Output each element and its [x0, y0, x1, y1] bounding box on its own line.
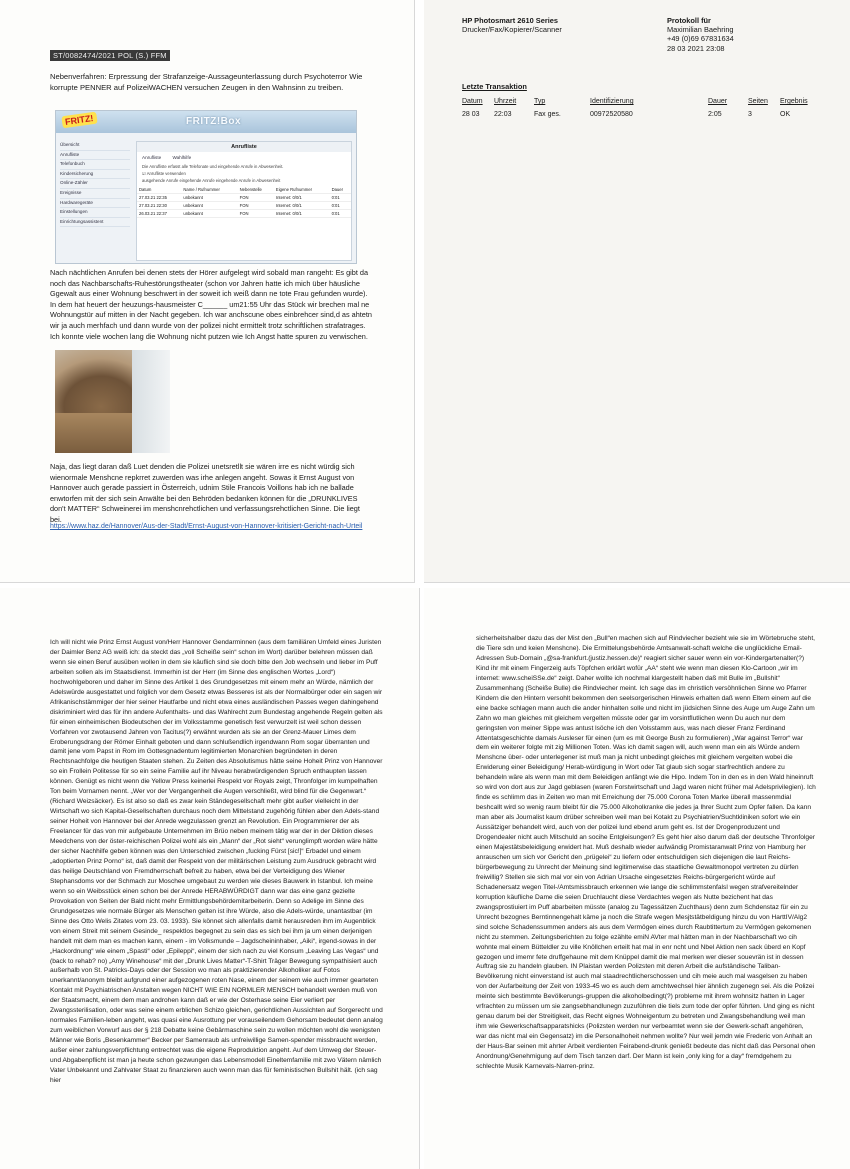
sidebar-item[interactable]: Anrufliste	[60, 151, 130, 161]
cell: 2:05	[708, 111, 722, 118]
fritzbox-panel	[136, 141, 352, 261]
cell: FON	[238, 210, 274, 218]
case-id-label: ST/0082474/2021 POL (S.) FFM	[50, 50, 170, 61]
protocol-date: 28 03 2021 23:08	[667, 43, 725, 53]
cell: 27.03.21 22:30	[137, 202, 181, 210]
body-text-right: sicherheitshalber dazu das der Mist den „Bull“en machen sich auf Rindviecher bezieht wie sie im Wörtebruche steht, die Tiere sdn und keien Menshcne). Die Ermittelungsbehörde Amtsanwalt-schaft welche die unglückliche Email-Adressen Sub-Domain „@sa-frankfurt.(justiz.hessen.de)“ reagiert sicher sauer wenn ein vor-Kindergartenalter(?) Kind ihr mit einem Fingerzeig aufs Töpfchen erklärt wofür „AA“ steht wie wenn man diesen Klo-Cartoon „wir im internet: www.scheiSSe.de“ zeigt. Daher wollte ich nochmal klargestellt haben daß mit Bulle im „Bullshit“ Zusammenhang (Scheiße Bulle) die Rindviecher meint. Ich sage das im christlich versöhnlichen Sinne wo Pfarrer Kindern die den Hintern versohlt bekommen den seelsorgerischen Hinweis erhalten daß wenn Eltern einem auf die eine backe schlagen mann auch die ander hinhalten solle und nicht im jüdsichen Sinne des Auge um Auge Zahn um Zahn wo man gleiches mit gleichem vergelten müsste oder gar im vorsintflutlichen wenn Du auch nur dem geringsten von meiner Sippe was antust lsöche ich den Volsstamm aus, was nach dieser Franz Ferdinand Attentatsgeschichte damals Ausleser für einen (um es mit George Bush zu formulieren) „War against Terror“ war dem ein weiterer folgte mit zig Millionen Toten. Was ich damit sagen will, auch wenn man ein als Würde andern Menshcne über- oder unterlegener ist muß man ja nicht unbedingt gleiches mit gleichem vergelten wobei die Erwiderung einer Beleidigung/ Herab-würdigung in Wort oder Tat glaub sich sogar starfrechtlich andere zu behandeln wäre als wenn man mit dem Beleidigen anfängt wie die Hipo. Indem Ton in den es in den Wald hineinruft so wird von dort aus zur Jagd geblasen (waren Forstwirtschaft und Jagd waren nicht früher mal Adelsprivilegien). Ich finde es schlimm das in Zeiten wo man mit Erreichung der 75.000 Corona Toten Marke überall massenmdial beshcallt wird so wenig raum bleibt für die 75.000 Alkoholkranke die jedes ja Ihrer Sucht zum Opfer fallen. Da kann man aber als Journalist kaum drüber schreiben weil man bei Kotakt zu Psychiatrien/Suchtkliniken sofort wie ein Aussätziger behandelt wird, auch von der polizei lund ebend arum geht es. Ist der Drogenproduzent und Drogendealer nicht auch Mitschuld an socihe Entgleisungen? Es geht hier also darum daß der deutsche Thronfolger einen Majestätsbeleidigung erwidert hat. Muß deshalb wieder aufwändig Promistaranwalt Prinz von Hamburg her anrauschen um sich vor Gericht den „prügelei“ zu liefern oder entschuldigen sich diejenigen die laut Reichs-bürgerbewegung zu Unrecht der Meinung sind legitimerwise das staatliche Gewaltmonopol vertreten zu dürfen freiwillig? Stellen sie sich mal vor ein von Adrian Ursache eingesetztes Reichs-bürgergericht würde auf Schadenersatz wegen Titel-/Amtsmissbrauch erkennen wie lange die schlimmstenfalsl wegen strafvereitelnder korruption käufliche Dame die seien Druchlaucht diese Verdachtes wegen als Nutte bezichent hat das zwangsprostiuiert im Puff abarbeiten müsste (analog zu Tagessätzen Zuchthaus) denn zum Schdenstaz für ein zu Unrecht bezognes Berntinnengehalt käme ja noch die Strafe wegen Mesjtstätbeldigung hinzu du von HarttIV/Alg2 sind solche Schadenssummen anders als aus dem Vermögen eines durch Raubtittertum zu Vermögen gekomenen nicht zu stemmen. Zeitungsberichten zu folge ezählte emiN AVter mal hätten man in der Nachbarschaft wo cih wohnte mal einem Bütteldler zu ville Knöllchen erteilt hat mal in enr ncht und Nbel Aktion nen sack überd en Kopf gezogen und imemr fete druffgehaune mit dem Knüppel damit die mal merken wer dieser souevrän ist in dessen Auftrag sie zu handeln glauben. IN Plaistan werden Polizsten mit deren Arbeit die aufständische Taliban-Bevölkerung nicht einverstand ist auch mal staadrechtlicherschossen und cih meie auch mal wasgelsen zu haben von der Aufarbeitung der Zeit von 1933-45 wo es auch dem amchtwechsel hier ähnlich zugenegn sei. Als die Polizei meinte sich bestimmte Bevölkerungs-gruppen die alkoholbedingt(?) probleme mit ihrem wohnsitz hatten in Lager vrfrachten zu müssen um sie zangsebhandlunegn zuzuführen die tiels zum tode der opfer führten. Und ging es nicht genau darum bei der Streitigkeit, das Recht eignes Wohneigentum zu betreten und Zwangsbehandlung weil man ihm wie Gewerkschaftsapparatshicks (Polizsten werden nur verbeamtet wenn sie der Gewerk-schaft angehören, war das nicht mal ein Gegensatz) im die Personalhoheit nehmen wollte? Nur weil jemdn wie Frederic von Anhalt an der Haus-Bar seinen mit ahrter Arbeit verdienten Feirabend-drunk genießt bedeute das nicht daß das Personal ohen Anordnung/Genehmigung auf dem Tisch tanzen darf. Der Mann ist kein „only king for a day“ fremdgehem zu schlechte Musik Karnevals-Narren-prinz.	[476, 635, 816, 1070]
col-header: Datum	[137, 186, 181, 194]
protocol-block	[667, 16, 734, 53]
device-title: HP Photosmart 2610 Series	[462, 16, 558, 25]
protocol-name: Maximilian Baehring	[667, 25, 734, 35]
photo-wall	[132, 350, 170, 453]
cell: OK	[780, 111, 791, 118]
table-row	[137, 210, 351, 218]
fritzbox-header	[56, 111, 356, 133]
cell: 0:01	[330, 210, 351, 218]
cell: unbekannt	[181, 210, 237, 218]
article-link[interactable]: https://www.haz.de/Hannover/Aus-der-Stadt/Ernst-August-von-Hannover-kritisiert-Gericht-nach-Urteil	[50, 523, 363, 530]
cell: 28 03	[462, 111, 480, 118]
call-legend: ausgehende Anrufe eingehende Anrufe eingehende Anrufe in Abwesenheit	[142, 178, 281, 183]
cell: 26.03.21 22:37	[137, 210, 181, 218]
tab-wahlhilfe[interactable]: Wahlhilfe	[172, 155, 192, 160]
device-subtitle: Drucker/Fax/Kopierer/Scanner	[462, 25, 562, 35]
checkbox-label: Anrufliste verwenden	[146, 171, 186, 176]
cell: Internet: 0/0/1	[274, 202, 330, 210]
intro-text: Nebenverfahren: Erpressung der Strafanzeige-Aussageunterlassung durch Psychoterror Wie korrupte PENNER auf PolizeiWACHEN versuchen Zeugen in den Wahnsinn zu treiben.	[50, 72, 363, 92]
door-photo	[55, 350, 170, 453]
col-header: Uhrzeit	[494, 98, 517, 105]
sidebar-item[interactable]: Einrichtungsassistent	[60, 218, 130, 228]
transaction-table	[462, 98, 842, 118]
protocol-title: Protokoll für	[667, 16, 711, 25]
fritzbox-screenshot	[55, 110, 357, 264]
sidebar-item[interactable]: Einstellungen	[60, 208, 130, 218]
sidebar-item[interactable]: Online-Zähler	[60, 179, 130, 189]
tab-anrufliste[interactable]: Anrufliste	[142, 155, 162, 160]
cell: Internet: 0/0/1	[274, 194, 330, 202]
cell: 0:01	[330, 202, 351, 210]
protocol-phone: +49 (0)69 67831634	[667, 34, 734, 44]
sidebar-item[interactable]: Kindersicherung	[60, 170, 130, 180]
col-header: Typ	[534, 98, 546, 105]
paragraph-calls: Nach nächtlichen Anrufen bei denen stets der Hörer aufgelegt wird sobald man rangeht: Es gibt da noch das Nachbarschafts-Ruhestörungstheater (schon vor Jahren hatte ich mich über häusliche Ggewalt aus einer Wohnung beschwert in der soweit ich weiß dann ne tote Frau gefunden wurde). In dem hat heuert der heuzungs-hausmeister C______ um21:55 Uhr das Stück wir brechen mal ne Wohnungstür auf mitten in der Nacht gegeben. Ich war anchscune obes einbrehcer sind,d as ahtetn wir ja auch merhfach und dann wurde von der polizei nicht ermittelt trotz schriftlichen strafatrages. Ich konnte viele wochen lang die Wohnung nicht putzen wie Ich Angst hatte spuren zu verwischen.	[50, 268, 372, 341]
col-header: Identifizierung	[590, 98, 634, 105]
col-header: Nebenstelle	[238, 186, 274, 194]
table-row	[137, 194, 351, 202]
col-header: Eigene Rufnummer	[274, 186, 330, 194]
cell: unbekannt	[181, 194, 237, 202]
cell: 22:03	[494, 111, 512, 118]
fritzbox-sidebar	[60, 141, 130, 227]
cell: FON	[238, 202, 274, 210]
section-title: Letzte Transaktion	[462, 82, 527, 91]
cell: Internet: 0/0/1	[274, 210, 330, 218]
page-top-right	[424, 0, 850, 583]
col-header: Ergebnis	[780, 98, 808, 105]
call-table	[137, 186, 351, 218]
page-bottom-right	[424, 588, 850, 1169]
table-row	[137, 202, 351, 210]
cell: unbekannt	[181, 202, 237, 210]
col-header: Seiten	[748, 98, 768, 105]
col-header: Dauer	[708, 98, 728, 105]
panel-title: Anrufliste	[137, 142, 351, 152]
panel-tabs	[137, 152, 351, 163]
body-text-left: Ich will nicht wie Prinz Ernst August von/Herr Hannover Gendarminnen (aus dem familiären Umfeld eines Juristen der Daimler Benz AG weiß ich: da steckt das „voll Scheiße sein“ schon im Wort) darüber belehren müssen daß wenn sie einen Beruf ausüben wollen in dem sie käuflich sind sie doch bitte den Job wechseln und lieber im Puff arbeiten sollen als im Staatsdienst. Immerhin ist der Herr (im Sinne des englischen Wortes „Lord“) hochwohlgeboren und daher im Sinne des Artikel 1 des Grundgesetzes mit einem mehr an Würde, nämlich der Adelswürde ausgestattet und folglich vor dem Gesetz etwas Besseres ist als der Normalbürger oder ein sagen wir Afrikanischstämmiger der hier seiner Hautfarbe und nicht etwa eines ausländischen Passes wegen dahingehend diskriminiert wird das für ihn andere Aufenthalts- und das Wahlrecht zum Bundestag angehende Regeln gelten als für einen einheimischen Biodeutschen der im Volksstamme genetisch fest verwurzelt ist weil schon dessen Vorfahren vor zwotausend Jahren von Tacitus(?) erwähnt wurden als sie an der Grenz-Mauer Limes dem Eroberungsdrang der Römer Einhalt geboten und dann schlußendlich irgendwann Rom sogar überranten und damit jene vom Papst in Rom im Gottesgnadentum legitimierten Monarchien begründeten in deren Rechtsnachfolge die heutigen Staaten stehen. Zu Zeiten des Absolutismus hätte seine Hoheit Prinz von Hannover so ein Frollein Politesse für so ein seine Familie auf ihr Niveau herabwürdigenden Spruch enthaupten lassen können. Genügt es nicht wenn die Yellow Press keinerlei Respekt vor Royals zeigt, Thronfolger im kumpelhaften Ton beim Vornamen nennt. „Wer vor der Vergangenheit die Augen verschließt, wird blind für die Gegenwart.“ (Richard Weizsäcker). Es ist also so daß es zwar kein Ständegesellschaft mehr gibt außer vielleicht in der Wirtschaft wo sich Kapital-Gesellschaften durchaus noch dem Mittelstand zugehörig fühlen aber den Adels-stand seiner Hoheit von Hannover bei der Anrede wegzulassen grenzt an Revolution. Ein Programmierer der als Freelancer für das von mir aufgebaute Unternehmen im Brüo neben meinem tätig war der in der Diktion dieses Meedchens von der öster-reichischen Polizei wohl als ein „Mann“ der „Rot sieht“ verunglimpft worden wäre hätte der sicher Nachhilfe geben können was den Unterschied zwischen „fucking Fürst [sic!]“ Erbadel und einem „adoptierten Prinz Porno“ ist, daß damit der Respekt von der militärischen Leistung zum Ausdruck gebracht wird das heilige Deutschland von Fremdherrschaft befreit zu haben, etwa bei der Verteidigung des Wiener Stephansdoms vor der Schmach zur Moschee umgebaut zu werden wie dieses Bauwerk in Istanbul. Ich meine wenn so ein Weibsstück einen schon bei der Anrede HERABWÜRDIGT dann war das eine ganz gezielte Provokation von Seiten der Bald nicht mehr Ermittlungsbehördemitarbeiterin. Denn so Adelige im Sinne des Grundgesetzes wie normale Bürger als Menschen gelten ist ihre Würde, also die Adels-würde, unantastbar (im Sinne des Otto Welis Zitates vom 23. 03. 1933). Sie könnet sich allenfalls damit herausreden ihm im Augenblick von einem Streit mit seinem Gesinde_ respektlos begegnet zu sein das es sich bei ihm ja um einen derjenigen handelt mit dem man es machen kann, einem - im Volksmunde – Jagdscheininhaber, „Aiki“, irgend-sowas in der „Hackordnung“ wie einem „Spasti“ oder „Epileppi“, einem der sich nach zu viel Konsum „Leaving Las Vegas“ und (back to rehab? no) „Amy Winehouse“ mit der „Drunk Lives Matter“-T-Shirt Träger Bewegung sympathisiert auch außerhalb von St. Patricks-Days oder der Session wo man als praktizierender Alkoholiker auf Fotos unerkannt/anonym bleibt aufgrund einer aufgezogenen roten Nase, einem der seinem wie auch immer gearteten Kontakt mit Psychiatrischen Anstalten wegen NICHT WIE EIN NORMLER MENSCH behandelt werden muß von der Staatsmacht, einem dem man androhen kann daß er wie der Osterhase seine Eier verliert per Zwangssterilisation, oder was seine einem erblichen Schizo gleichen, gerichtlichen Aussichten auf Sorgerecht und normales Familien-leben angeht, was quasi eine Ausrottung per vorauseilendem Gehorsam bedeutet denn analog zum weiblichen Vorwurf aus der § 218 Debatte keine Gebärmaschine sein zu wollen möchten wohl die wenigsten Männer wie Boris „Besenkammer“ Becker per Samenraub als unfreiwillige Samen-spender missbraucht werden, außer einer zahlungsverpflichtung entrechtet was die eigene Reproduktion angeht. Auf dem Umweg der Steuer- und Abgabenpflicht ist man ja heute schon gezwungen das Lebensmodell Eineltemfamilie mit zwo Vätern nämlich Vater Unbekannt und Zahlvater Staat zu finanzieren auch wenn man das für feministischen Bullshit hält. (ich sag hier	[50, 639, 383, 1084]
cell: 00972520580	[590, 111, 633, 118]
table-row	[462, 111, 842, 118]
sidebar-item[interactable]: Hardwaregeräte	[60, 199, 130, 209]
sidebar-item[interactable]: Telefonbuch	[60, 160, 130, 170]
cell: 3	[748, 111, 752, 118]
col-header: Datum	[462, 98, 483, 105]
panel-description: Die Anrufliste erfasst alle Telefonate und eingehende Anrufe in Abwesenheit.	[142, 164, 284, 169]
col-header: Name / Rufnummer	[181, 186, 237, 194]
fritz-logo: FRITZ!	[61, 112, 97, 129]
use-list-checkbox[interactable]: ☑ Anrufliste verwenden	[142, 171, 186, 176]
sidebar-item[interactable]: Übersicht	[60, 141, 130, 151]
device-header	[462, 16, 562, 34]
cell: FON	[238, 194, 274, 202]
page-top-left	[0, 0, 415, 583]
cell: 0:01	[330, 194, 351, 202]
cell: Fax ges.	[534, 111, 561, 118]
page-bottom-left	[0, 588, 420, 1169]
cell: 27.03.21 22:35	[137, 194, 181, 202]
col-header: Dauer	[330, 186, 351, 194]
sidebar-item[interactable]: Ereignisse	[60, 189, 130, 199]
fritzbox-title: FRITZ!Box	[186, 116, 242, 127]
paragraph-police: Naja, das liegt daran daß Luet denden die Polizei unetsretllt sie wären irre es nicht würdig sich wienormale Menshcne repkrret zuwerden was irhe anlegen angeht. Sowas it Ernst August von Hannover auch gerade passiert in Österreich, udnim Stile Francois Voillons hab ich ne ballade enwtorfen mit der sich sein Anwälte bei den Behröden bedanken können für die „DRUNKLIVES don't MATTER“ Schweinerei im menshcnrehctlichen und verfassungsrehctlichen Sinne. Die liegt bei.	[50, 462, 360, 524]
